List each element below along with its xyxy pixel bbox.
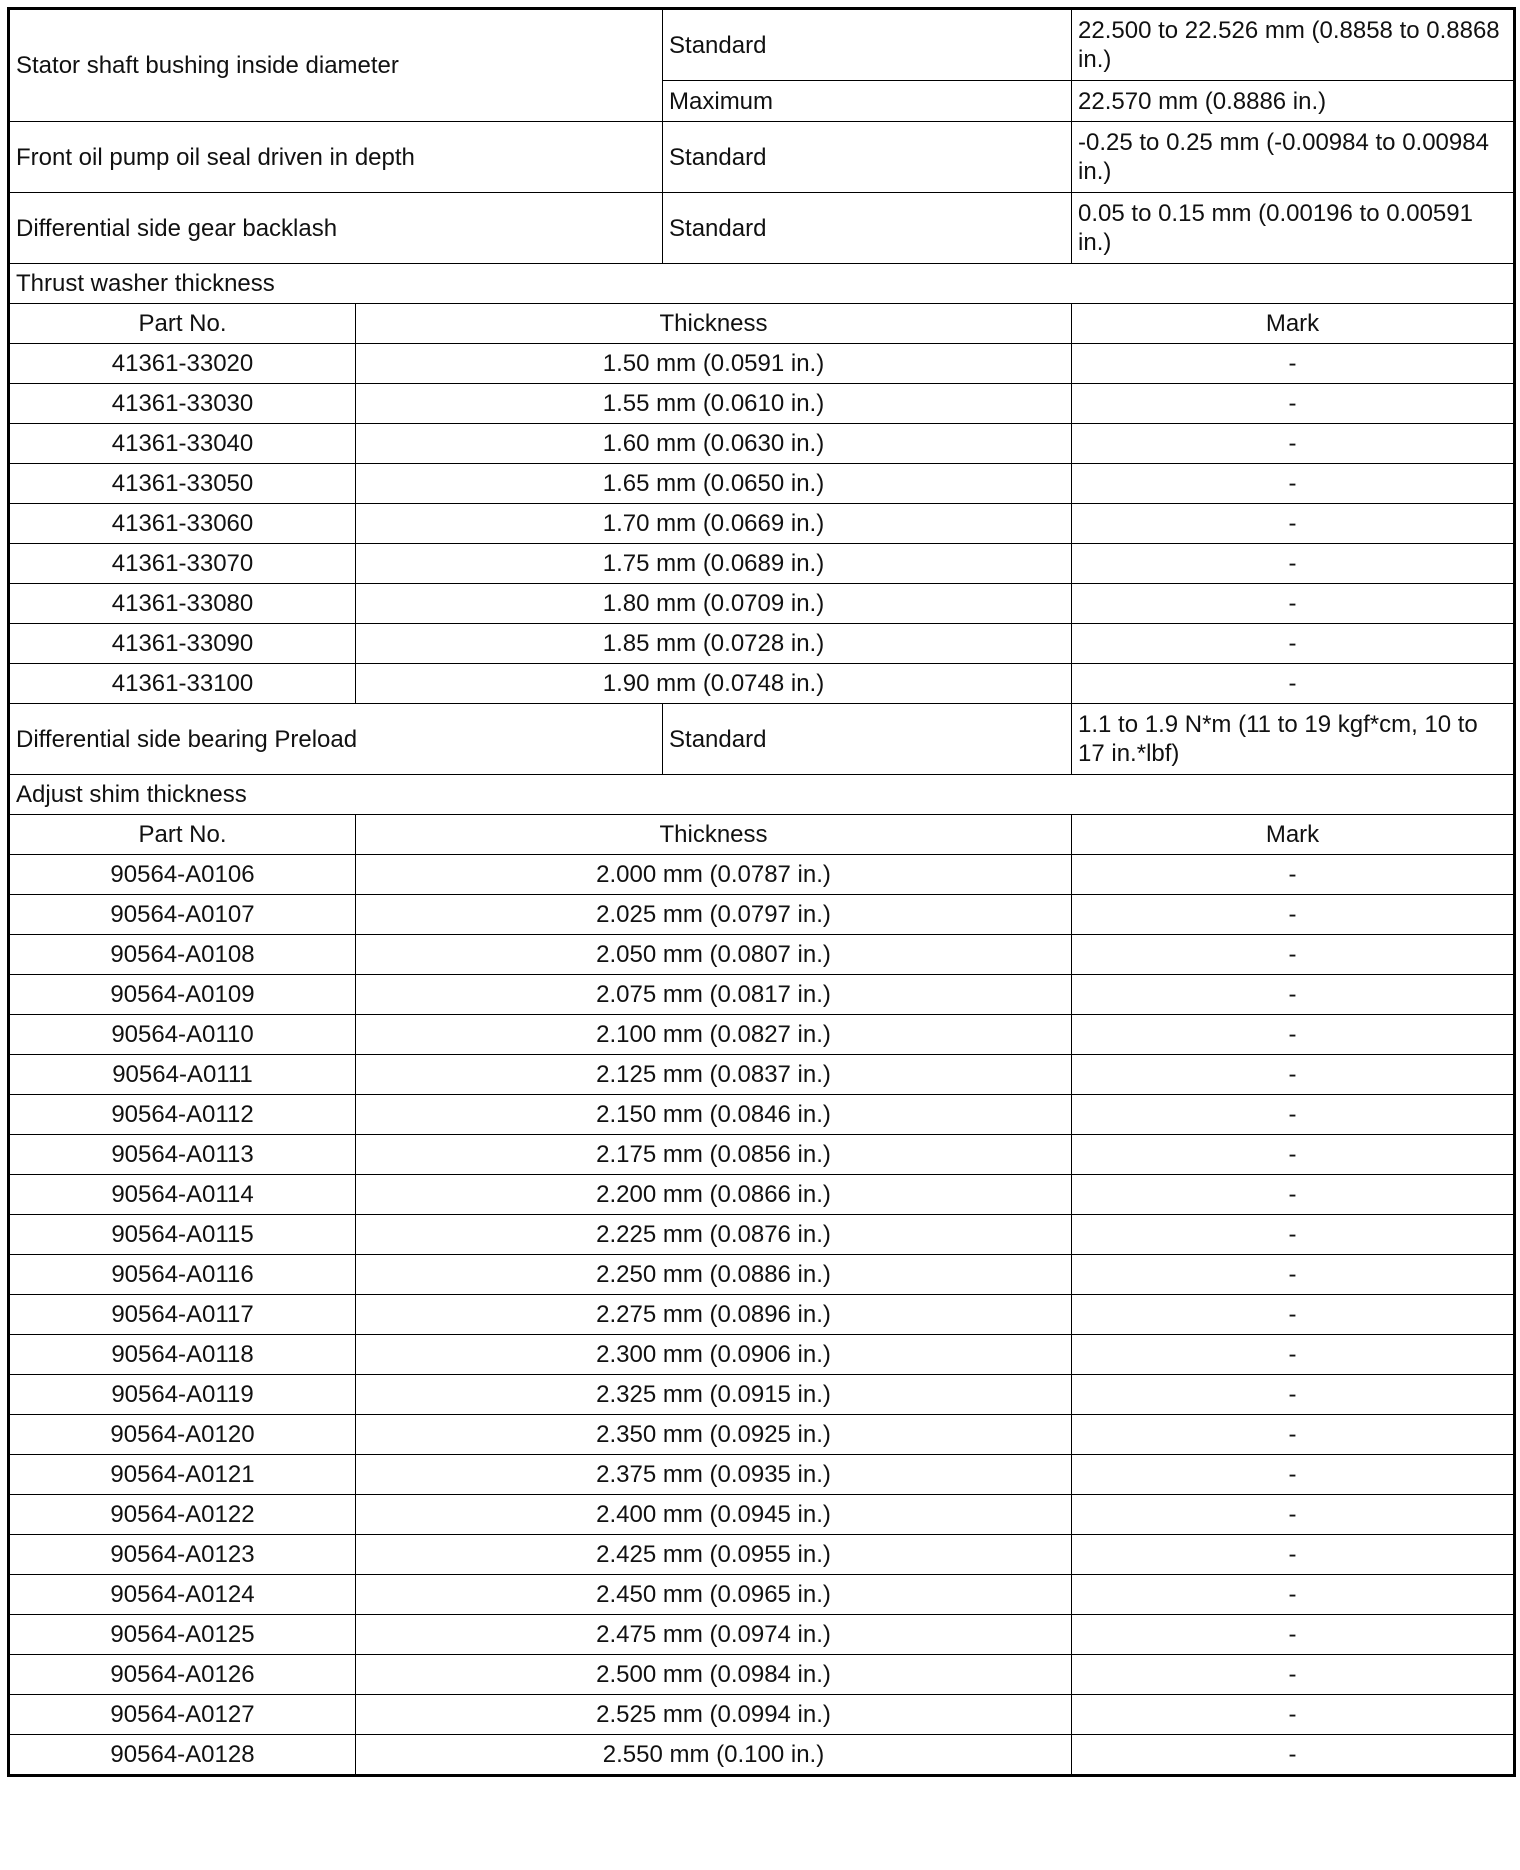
thickness-cell: 2.100 mm (0.0827 in.): [356, 1015, 1072, 1055]
mark-cell: -: [1072, 1615, 1515, 1655]
header-thickness: Thickness: [356, 304, 1072, 344]
spec-row: [9, 9, 1515, 81]
thickness-cell: 2.475 mm (0.0974 in.): [356, 1615, 1072, 1655]
thickness-cell: 2.500 mm (0.0984 in.): [356, 1655, 1072, 1695]
part-number-cell: 90564-A0110: [9, 1015, 356, 1055]
mark-cell: -: [1072, 1295, 1515, 1335]
part-number-cell: 41361-33070: [9, 544, 356, 584]
adjust-shim-header-row: [9, 815, 1515, 855]
part-number-cell: 90564-A0107: [9, 895, 356, 935]
table-row: [9, 584, 1515, 624]
table-row: [9, 1335, 1515, 1375]
thickness-cell: 2.350 mm (0.0925 in.): [356, 1415, 1072, 1455]
thickness-cell: 1.80 mm (0.0709 in.): [356, 584, 1072, 624]
thickness-cell: 2.200 mm (0.0866 in.): [356, 1175, 1072, 1215]
part-number-cell: 90564-A0126: [9, 1655, 356, 1695]
part-number-cell: 90564-A0121: [9, 1455, 356, 1495]
table-row: [9, 1615, 1515, 1655]
spec-name: Differential side bearing Preload: [9, 704, 663, 775]
thrust-washer-header-row: [9, 304, 1515, 344]
thickness-cell: 2.550 mm (0.100 in.): [356, 1735, 1072, 1776]
table-row: [9, 1735, 1515, 1776]
thickness-cell: 2.000 mm (0.0787 in.): [356, 855, 1072, 895]
part-number-cell: 90564-A0124: [9, 1575, 356, 1615]
section-title-row: [9, 775, 1515, 815]
part-number-cell: 41361-33090: [9, 624, 356, 664]
spec-condition: Maximum: [663, 81, 1072, 122]
part-number-cell: 41361-33060: [9, 504, 356, 544]
section-title-row: [9, 264, 1515, 304]
mark-cell: -: [1072, 1655, 1515, 1695]
table-row: [9, 1175, 1515, 1215]
mark-cell: -: [1072, 1015, 1515, 1055]
spec-value: -0.25 to 0.25 mm (-0.00984 to 0.00984 in.): [1072, 122, 1515, 193]
mark-cell: -: [1072, 344, 1515, 384]
spec-name: Front oil pump oil seal driven in depth: [9, 122, 663, 193]
mark-cell: -: [1072, 1535, 1515, 1575]
part-number-cell: 90564-A0118: [9, 1335, 356, 1375]
mark-cell: -: [1072, 1135, 1515, 1175]
table-row: [9, 1055, 1515, 1095]
thickness-cell: 2.250 mm (0.0886 in.): [356, 1255, 1072, 1295]
spec-value: 0.05 to 0.15 mm (0.00196 to 0.00591 in.): [1072, 193, 1515, 264]
thickness-cell: 1.85 mm (0.0728 in.): [356, 624, 1072, 664]
table-row: [9, 384, 1515, 424]
mark-cell: -: [1072, 855, 1515, 895]
table-row: [9, 1535, 1515, 1575]
table-row: [9, 664, 1515, 704]
table-row: [9, 935, 1515, 975]
mark-cell: -: [1072, 1695, 1515, 1735]
mark-cell: -: [1072, 895, 1515, 935]
table-row: [9, 1655, 1515, 1695]
mark-cell: -: [1072, 1335, 1515, 1375]
thickness-cell: 2.150 mm (0.0846 in.): [356, 1095, 1072, 1135]
thickness-cell: 2.375 mm (0.0935 in.): [356, 1455, 1072, 1495]
thickness-cell: 2.225 mm (0.0876 in.): [356, 1215, 1072, 1255]
table-row: [9, 424, 1515, 464]
part-number-cell: 90564-A0127: [9, 1695, 356, 1735]
spec-value: 22.500 to 22.526 mm (0.8858 to 0.8868 in.): [1072, 9, 1515, 81]
part-number-cell: 90564-A0115: [9, 1215, 356, 1255]
mark-cell: -: [1072, 1175, 1515, 1215]
part-number-cell: 41361-33020: [9, 344, 356, 384]
thickness-cell: 1.90 mm (0.0748 in.): [356, 664, 1072, 704]
spec-value: 1.1 to 1.9 N*m (11 to 19 kgf*cm, 10 to 17 in.*lbf): [1072, 704, 1515, 775]
mark-cell: -: [1072, 384, 1515, 424]
part-number-cell: 90564-A0128: [9, 1735, 356, 1776]
table-row: [9, 1415, 1515, 1455]
mark-cell: -: [1072, 1215, 1515, 1255]
thickness-cell: 1.65 mm (0.0650 in.): [356, 464, 1072, 504]
header-part-no: Part No.: [9, 304, 356, 344]
header-part-no: Part No.: [9, 815, 356, 855]
spec-name: Differential side gear backlash: [9, 193, 663, 264]
table-row: [9, 1015, 1515, 1055]
thickness-cell: 1.50 mm (0.0591 in.): [356, 344, 1072, 384]
mark-cell: -: [1072, 1575, 1515, 1615]
thickness-cell: 1.70 mm (0.0669 in.): [356, 504, 1072, 544]
part-number-cell: 90564-A0125: [9, 1615, 356, 1655]
thickness-cell: 1.60 mm (0.0630 in.): [356, 424, 1072, 464]
header-mark: Mark: [1072, 304, 1515, 344]
thickness-cell: 2.175 mm (0.0856 in.): [356, 1135, 1072, 1175]
header-thickness: Thickness: [356, 815, 1072, 855]
part-number-cell: 90564-A0116: [9, 1255, 356, 1295]
part-number-cell: 41361-33100: [9, 664, 356, 704]
table-row: [9, 544, 1515, 584]
part-number-cell: 90564-A0111: [9, 1055, 356, 1095]
thickness-cell: 2.050 mm (0.0807 in.): [356, 935, 1072, 975]
mark-cell: -: [1072, 544, 1515, 584]
mark-cell: -: [1072, 1055, 1515, 1095]
mark-cell: -: [1072, 464, 1515, 504]
thickness-cell: 2.325 mm (0.0915 in.): [356, 1375, 1072, 1415]
mark-cell: -: [1072, 664, 1515, 704]
spec-name: Stator shaft bushing inside diameter: [9, 9, 663, 122]
adjust-shim-title: Adjust shim thickness: [9, 775, 1515, 815]
header-mark: Mark: [1072, 815, 1515, 855]
table-row: [9, 895, 1515, 935]
table-row: [9, 1095, 1515, 1135]
part-number-cell: 90564-A0120: [9, 1415, 356, 1455]
part-number-cell: 41361-33080: [9, 584, 356, 624]
thickness-cell: 1.75 mm (0.0689 in.): [356, 544, 1072, 584]
thickness-cell: 2.075 mm (0.0817 in.): [356, 975, 1072, 1015]
thickness-cell: 2.125 mm (0.0837 in.): [356, 1055, 1072, 1095]
part-number-cell: 90564-A0109: [9, 975, 356, 1015]
mark-cell: -: [1072, 935, 1515, 975]
part-number-cell: 41361-33030: [9, 384, 356, 424]
part-number-cell: 90564-A0114: [9, 1175, 356, 1215]
spec-row: [9, 704, 1515, 775]
mark-cell: -: [1072, 1375, 1515, 1415]
mark-cell: -: [1072, 584, 1515, 624]
spec-row: [9, 122, 1515, 193]
thickness-cell: 2.400 mm (0.0945 in.): [356, 1495, 1072, 1535]
table-row: [9, 1575, 1515, 1615]
mark-cell: -: [1072, 975, 1515, 1015]
thickness-cell: 2.275 mm (0.0896 in.): [356, 1295, 1072, 1335]
part-number-cell: 90564-A0108: [9, 935, 356, 975]
thickness-cell: 2.450 mm (0.0965 in.): [356, 1575, 1072, 1615]
table-row: [9, 344, 1515, 384]
table-row: [9, 1295, 1515, 1335]
thickness-cell: 2.025 mm (0.0797 in.): [356, 895, 1072, 935]
spec-row: [9, 193, 1515, 264]
mark-cell: -: [1072, 1495, 1515, 1535]
part-number-cell: 90564-A0122: [9, 1495, 356, 1535]
mark-cell: -: [1072, 624, 1515, 664]
spec-condition: Standard: [663, 704, 1072, 775]
table-row: [9, 504, 1515, 544]
thickness-cell: 2.425 mm (0.0955 in.): [356, 1535, 1072, 1575]
specification-table: [7, 7, 1516, 1777]
part-number-cell: 90564-A0106: [9, 855, 356, 895]
mark-cell: -: [1072, 1095, 1515, 1135]
table-row: [9, 855, 1515, 895]
spec-value: 22.570 mm (0.8886 in.): [1072, 81, 1515, 122]
table-row: [9, 1135, 1515, 1175]
table-row: [9, 464, 1515, 504]
part-number-cell: 90564-A0119: [9, 1375, 356, 1415]
thrust-washer-title: Thrust washer thickness: [9, 264, 1515, 304]
table-row: [9, 1695, 1515, 1735]
table-row: [9, 624, 1515, 664]
mark-cell: -: [1072, 1255, 1515, 1295]
part-number-cell: 90564-A0112: [9, 1095, 356, 1135]
thickness-cell: 1.55 mm (0.0610 in.): [356, 384, 1072, 424]
table-row: [9, 1255, 1515, 1295]
mark-cell: -: [1072, 504, 1515, 544]
mark-cell: -: [1072, 1735, 1515, 1776]
table-row: [9, 1455, 1515, 1495]
spec-condition: Standard: [663, 193, 1072, 264]
spec-condition: Standard: [663, 122, 1072, 193]
mark-cell: -: [1072, 424, 1515, 464]
mark-cell: -: [1072, 1415, 1515, 1455]
part-number-cell: 41361-33050: [9, 464, 356, 504]
thickness-cell: 2.300 mm (0.0906 in.): [356, 1335, 1072, 1375]
part-number-cell: 90564-A0123: [9, 1535, 356, 1575]
spec-condition: Standard: [663, 9, 1072, 81]
table-row: [9, 1215, 1515, 1255]
part-number-cell: 90564-A0113: [9, 1135, 356, 1175]
table-row: [9, 1495, 1515, 1535]
table-row: [9, 1375, 1515, 1415]
part-number-cell: 90564-A0117: [9, 1295, 356, 1335]
part-number-cell: 41361-33040: [9, 424, 356, 464]
table-row: [9, 975, 1515, 1015]
thickness-cell: 2.525 mm (0.0994 in.): [356, 1695, 1072, 1735]
mark-cell: -: [1072, 1455, 1515, 1495]
